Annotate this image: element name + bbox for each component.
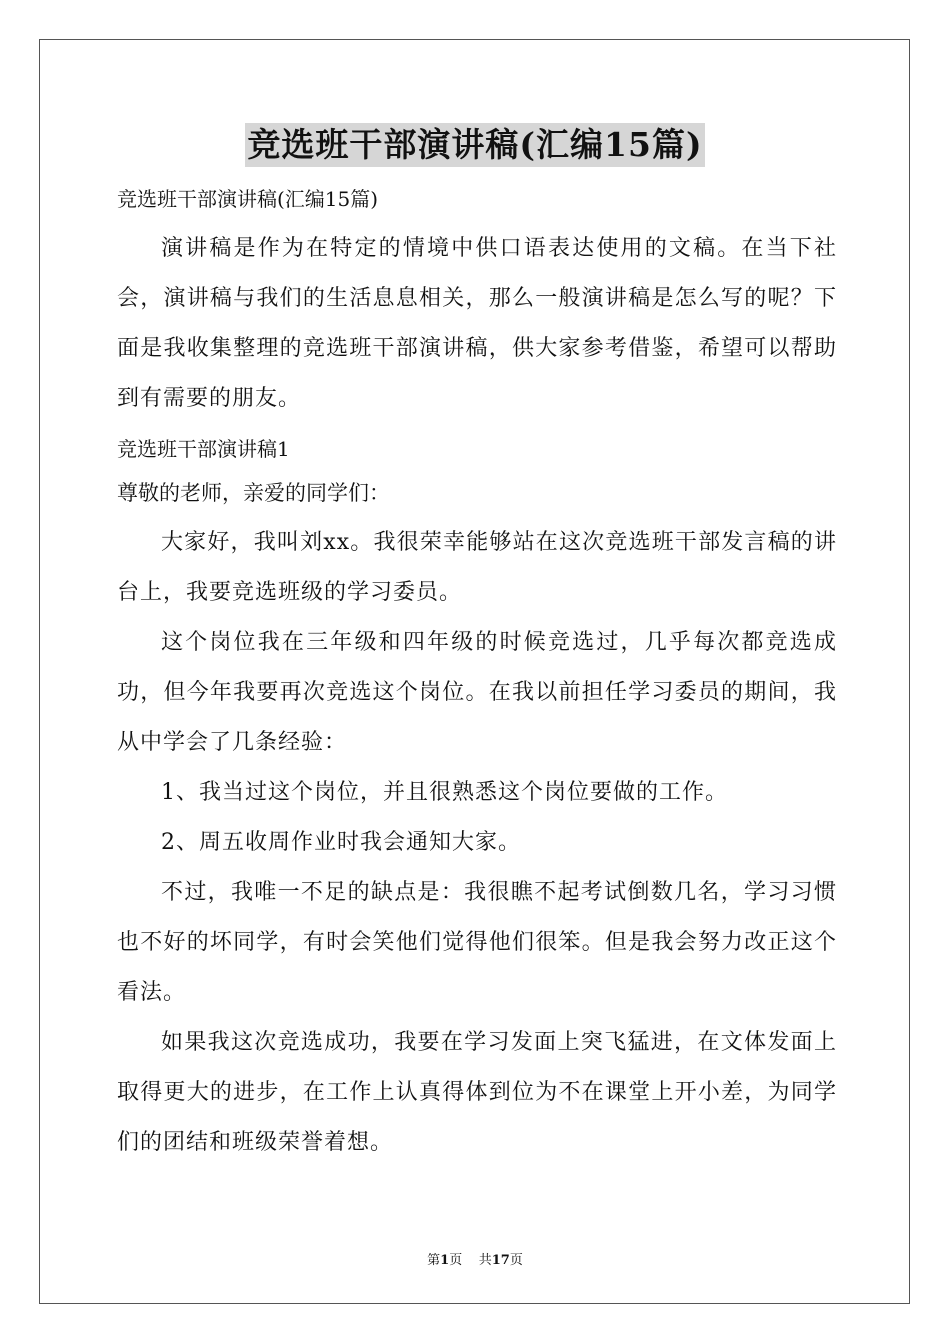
body-paragraph: 1、我当过这个岗位，并且很熟悉这个岗位要做的工作。 (161, 780, 728, 805)
section-heading: 竞选班干部演讲稿1 (117, 437, 290, 461)
body-paragraph: 这个岗位我在三年级和四年级的时候竞选过，几乎每次都竞选成功，但今年我要再次竞选这个岗位。在我以前担任学习委员的期间，我从中学会了几条经验： (117, 630, 837, 755)
page-prefix: 第 (427, 1253, 441, 1268)
document-title: 竞选班干部演讲稿(汇编15篇) (245, 123, 704, 167)
document-subtitle: 竞选班干部演讲稿(汇编15篇) (117, 187, 379, 211)
intro-paragraph: 演讲稿是作为在特定的情境中供口语表达使用的文稿。在当下社会，演讲稿与我们的生活息息相关，那么一般演讲稿是怎么写的呢？下面是我收集整理的竞选班干部演讲稿，供大家参考借鉴，希望可以帮助到有需要的朋友。 (117, 236, 837, 411)
body-paragraph: 如果我这次竞选成功，我要在学习发面上突飞猛进，在文体发面上取得更大的进步，在工作上认真得体到位为不在课堂上开小差，为同学们的团结和班级荣誉着想。 (117, 1030, 837, 1155)
page-footer (0, 1249, 950, 1268)
page-suffix: 页 (449, 1253, 463, 1268)
title-container (0, 123, 950, 167)
page-number: 1 (440, 1253, 450, 1268)
body-paragraph: 不过，我唯一不足的缺点是：我很瞧不起考试倒数几名，学习习惯也不好的坏同学，有时会笑他们觉得他们很笨。但是我会努力改正这个看法。 (117, 880, 837, 1005)
document-body (117, 180, 837, 1168)
body-paragraph: 2、周五收周作业时我会通知大家。 (161, 830, 521, 855)
total-prefix: 共 (478, 1253, 492, 1268)
greeting: 尊敬的老师，亲爱的同学们： (117, 481, 390, 505)
total-suffix: 页 (509, 1253, 523, 1268)
body-paragraph: 大家好，我叫刘xx。我很荣幸能够站在这次竞选班干部发言稿的讲台上，我要竞选班级的学习委员。 (117, 530, 837, 605)
total-pages: 17 (491, 1253, 510, 1268)
